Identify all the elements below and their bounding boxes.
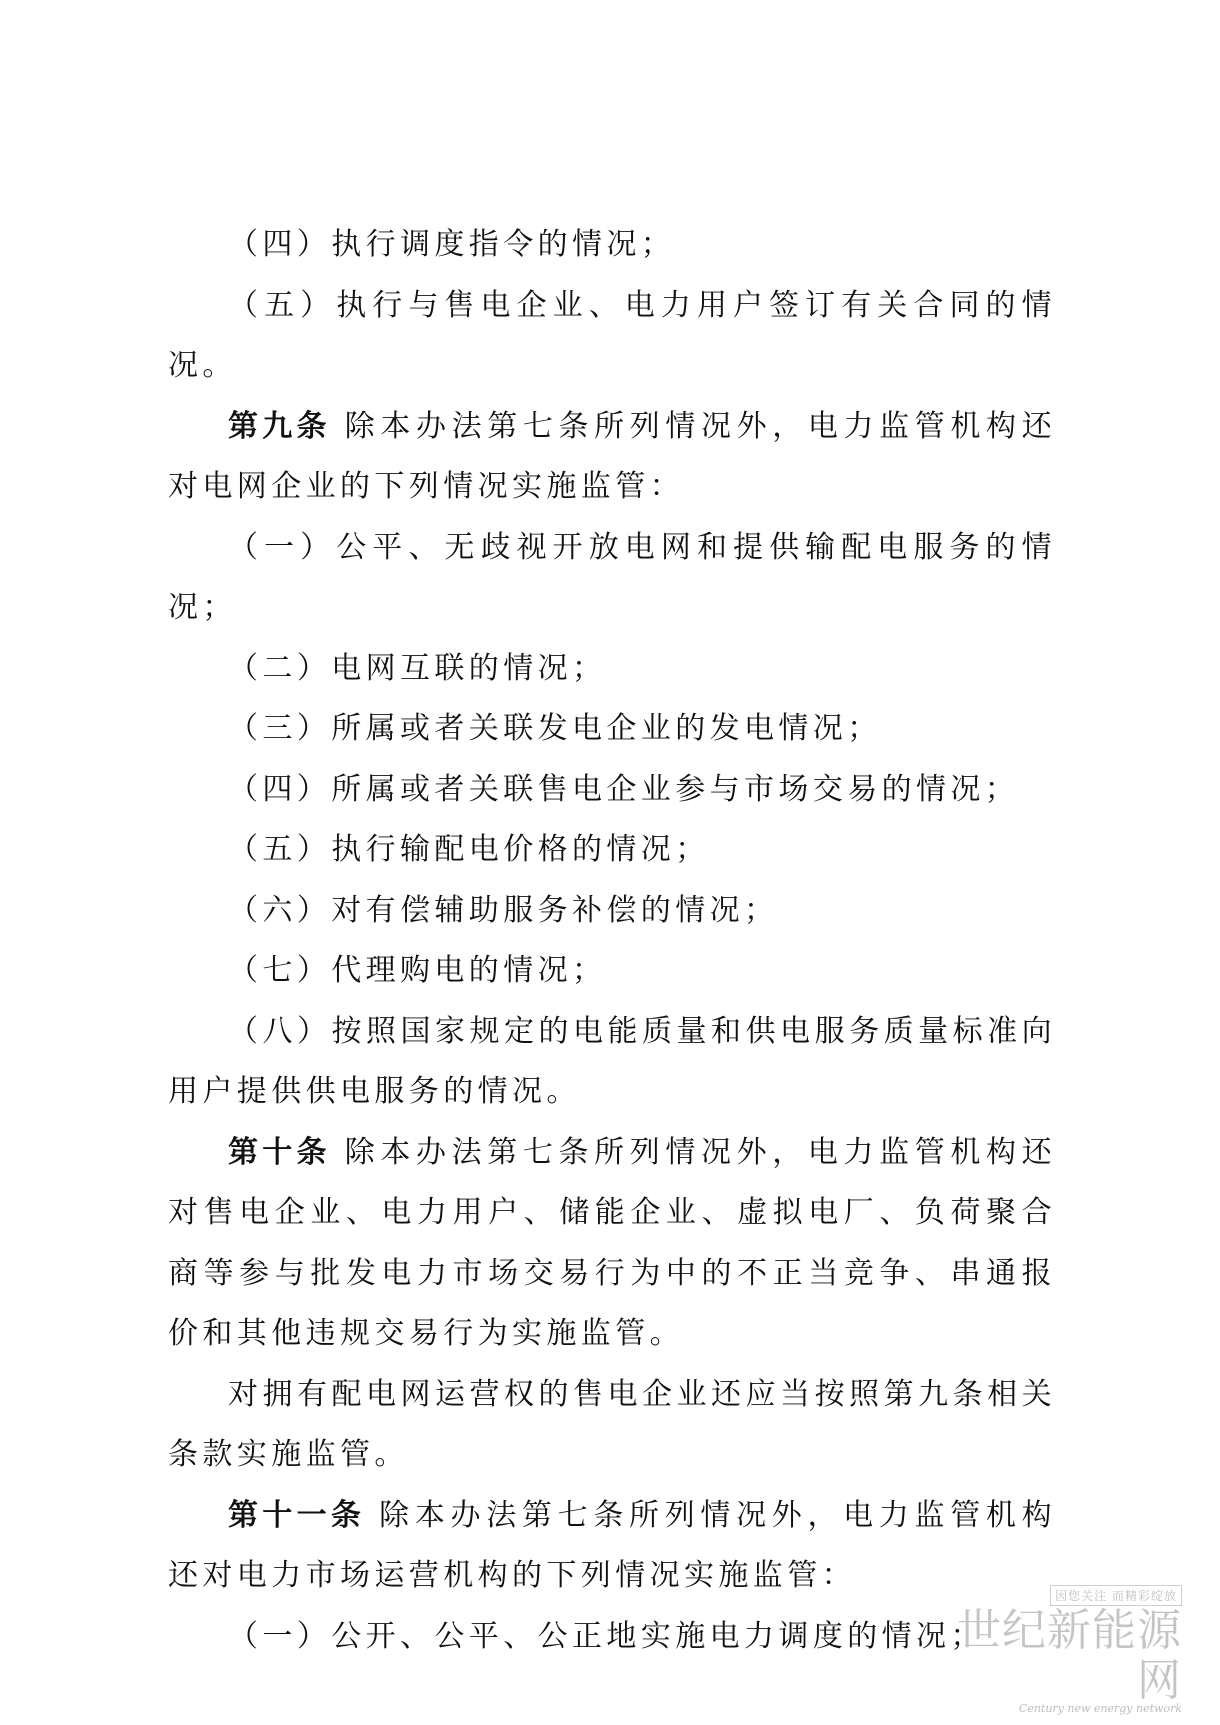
watermark-subtitle: Century new energy network (1018, 1702, 1182, 1715)
paragraph-6 (168, 699, 1056, 760)
paragraph-text: （六）对有偿辅助服务补偿的情况； (228, 892, 779, 928)
paragraph-text: （五）执行与售电企业、电力用户签订有关合同的情况。 (168, 287, 1056, 383)
paragraph-8 (168, 820, 1056, 881)
paragraph-text: （四）所属或者关联售电企业参与市场交易的情况； (228, 771, 1020, 807)
paragraph-15 (168, 1607, 1056, 1668)
paragraph-text: （五）执行输配电价格的情况； (228, 832, 710, 867)
document-body (168, 215, 1056, 1667)
paragraph-text: （二）电网互联的情况； (228, 650, 607, 686)
article-heading: 第九条 (228, 408, 331, 444)
article-heading: 第十条 (228, 1134, 331, 1170)
paragraph-text: 除本办法第七条所列情况外，电力监管机构还对电网企业的下列情况实施监管： (168, 408, 1057, 504)
paragraph-11 (168, 1002, 1056, 1123)
watermark-logo (952, 1585, 1182, 1715)
paragraph-text: （一）公开、公平、公正地实施电力调度的情况； (228, 1618, 985, 1654)
paragraph-3 (168, 397, 1056, 518)
paragraph-text: 除本办法第七条所列情况外，电力监管机构还对电力市场运营机构的下列情况实施监管： (168, 1497, 1056, 1593)
paragraph-5 (168, 639, 1056, 700)
paragraph-10 (168, 941, 1056, 1002)
paragraph-14 (168, 1486, 1056, 1607)
watermark-name: 世纪新能源网 (957, 1605, 1182, 1706)
paragraph-13 (168, 1365, 1056, 1486)
paragraph-text: （四）执行调度指令的情况； (228, 227, 676, 262)
paragraph-9 (168, 881, 1056, 942)
article-heading: 第十一条 (228, 1497, 366, 1533)
paragraph-text: （八）按照国家规定的电能质量和供电服务质量标准向用户提供供电服务的情况。 (168, 1013, 1056, 1109)
paragraph-12 (168, 1123, 1056, 1365)
paragraph-text: （七）代理购电的情况； (228, 953, 607, 988)
paragraph-4 (168, 518, 1056, 639)
paragraph-1 (168, 215, 1056, 276)
paragraph-2 (168, 276, 1056, 397)
paragraph-text: （一）公平、无歧视开放电网和提供输配电服务的情况； (168, 529, 1056, 625)
paragraph-text: （三）所属或者关联发电企业的发电情况； (228, 711, 882, 746)
paragraph-7 (168, 760, 1056, 821)
paragraph-text: 除本办法第七条所列情况外，电力监管机构还对售电企业、电力用户、储能企业、虚拟电厂、负荷聚合商等参与批发电力市场交易行为中的不正当竞争、串通报价和其他违规交易行为实施监管。 (168, 1134, 1057, 1351)
watermark-slogan: 因您关注 而精彩绽放 (1050, 1585, 1182, 1606)
paragraph-text: 对拥有配电网运营权的售电企业还应当按照第九条相关条款实施监管。 (168, 1376, 1056, 1472)
